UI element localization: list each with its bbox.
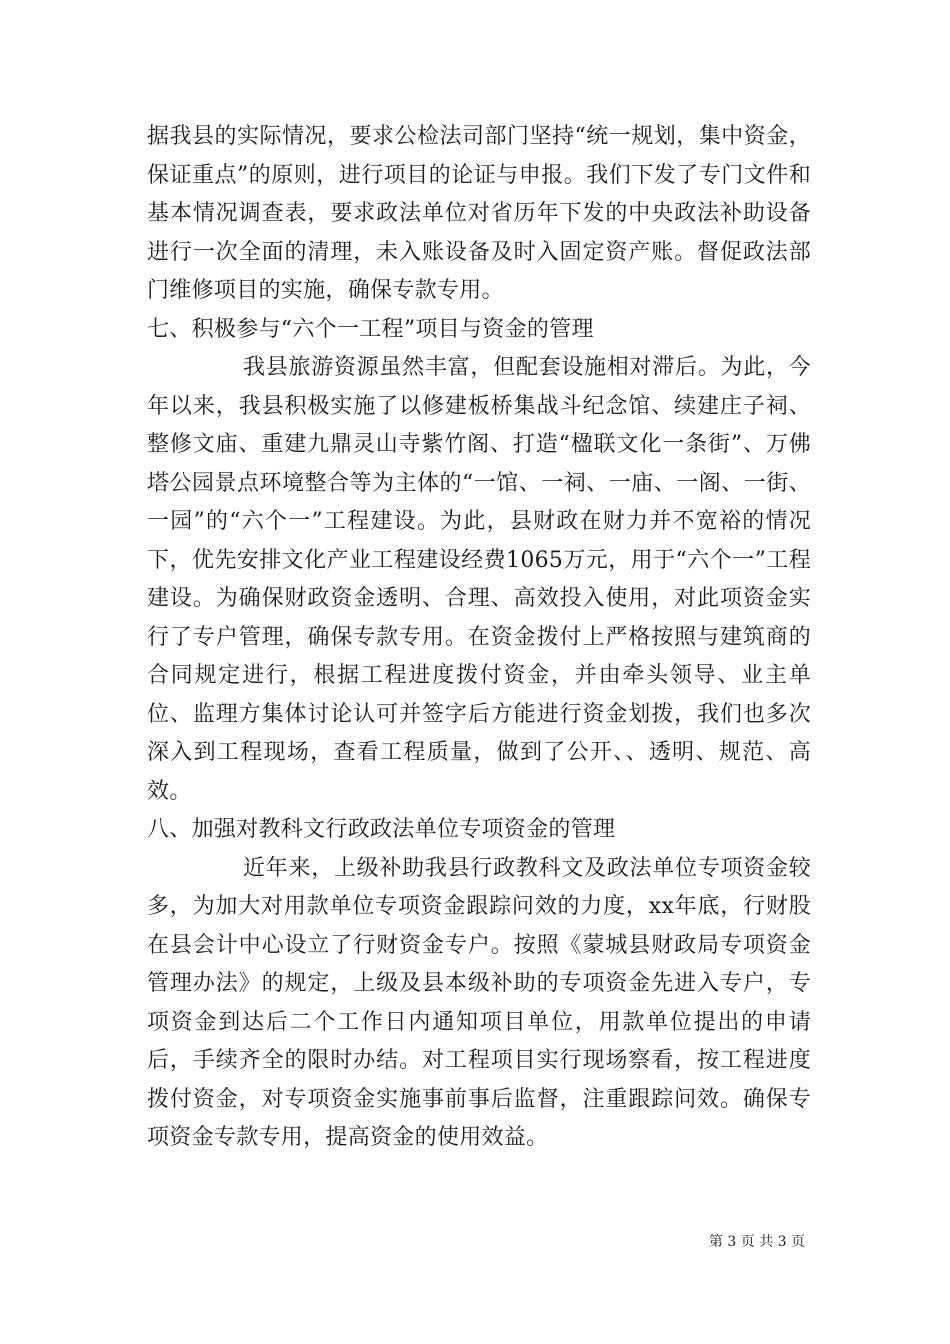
- page-number-footer: 第 3 页 共 3 页: [708, 1234, 805, 1250]
- paragraph-section-7: 我县旅游资源虽然丰富，但配套设施相对滞后。为此，今年以来，我县积极实施了以修建板桥集战斗纪念馆、续建庄子祠、整修文庙、重建九鼎灵山寺紫竹阁、打造“楹联文化一条街”、万佛塔公园景点环境整合等为主体的“一馆、一祠、一庙、一阁、一街、一园”的“六个一”工程建设。为此，县财政在财力并不宽裕的情况下，优先安排文化产业工程建设经费1065万元，用于“六个一”工程建设。为确保财政资金透明、合理、高效投入使用，对此项资金实行了专户管理，确保专款专用。在资金拨付上严格按照与建筑商的合同规定进行，根据工程进度拨付资金，并由牵头领导、业主单位、监理方集体讨论认可并签字后方能进行资金划拨，我们也多次深入到工程现场，查看工程质量，做到了公开、、透明、规范、高效。: [147, 355, 811, 804]
- document-body: [147, 118, 811, 1158]
- paragraph-section-8: 近年来，上级补助我县行政教科文及政法单位专项资金较多，为加大对用款单位专项资金跟踪问效的力度，xx年底，行财股在县会计中心设立了行财资金专户。按照《蒙城县财政局专项资金管理办法》的规定，上级及县本级补助的专项资金先进入专户，专项资金到达后二个工作日内通知项目单位，用款单位提出的申请后，手续齐全的限时办结。对工程项目实行现场察看，按工程进度拨付资金，对专项资金实施事前事后监督，注重跟踪问效。确保专项资金专款专用，提高资金的使用效益。: [147, 855, 811, 1150]
- section-heading-8: 八、加强对教科文行政政法单位专项资金的管理: [147, 817, 616, 842]
- section-heading-7: 七、积极参与“六个一工程”项目与资金的管理: [147, 316, 594, 342]
- paragraph-continued: 据我县的实际情况，要求公检法司部门坚持“统一规划，集中资金，保证重点”的原则，进行项目的论证与申报。我们下发了专门文件和基本情况调查表，要求政法单位对省历年下发的中央政法补助设备进行一次全面的清理，未入账设备及时入固定资产账。督促政法部门维修项目的实施，确保专款专用。: [147, 124, 811, 303]
